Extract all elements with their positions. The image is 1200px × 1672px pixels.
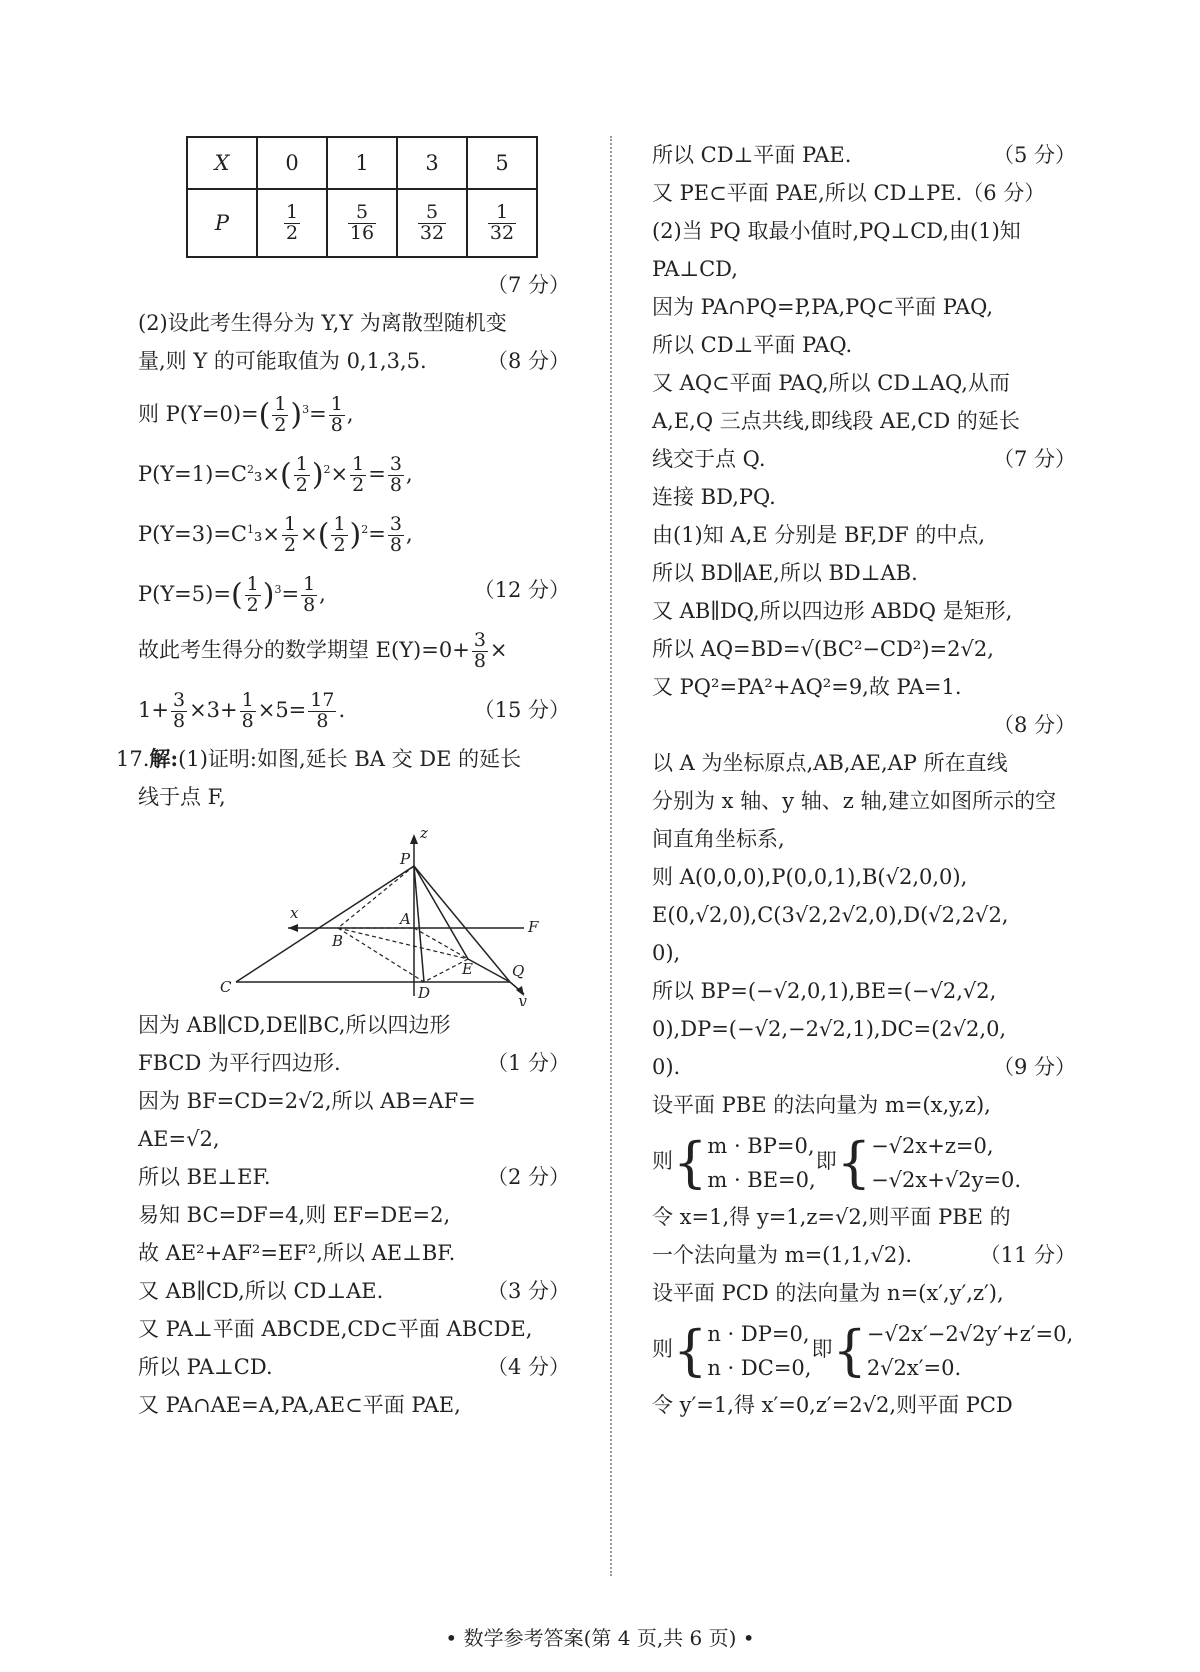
label-x: x [290,904,299,922]
text-line: (2)当 PQ 取最小值时,PQ⊥CD,由(1)知 [652,219,1021,243]
text-line: 所以 CD⊥平面 PAQ. [652,333,853,357]
distribution-table [186,136,538,258]
label-d: D [418,984,431,1002]
text-line: AE=√2, [138,1127,220,1151]
text-line: 所以 BP=(−√2,0,1),BE=(−√2,√2, [652,979,997,1003]
label-c: C [220,978,232,996]
label-z: z [420,824,428,842]
table-cell: 0 [257,137,327,189]
text-line: 又 PE⊂平面 PAE,所以 CD⊥PE.（6 分） [652,181,1046,205]
text-line: 连接 BD,PQ. [652,485,776,509]
label-f: F [528,918,539,936]
text-line: E(0,√2,0),C(3√2,2√2,0),D(√2,2√2, [652,903,1009,927]
left-column [116,136,570,1424]
label-y: y [518,992,527,1006]
table-cell: $\frac{5}{32}$ [397,189,467,257]
text-line: 以 A 为坐标原点,AB,AE,AP 所在直线 [652,751,1008,775]
formula-line: $P(Y=3)=C^1_3\times$ $\frac{1}{2}$ ×( $\frac{1}{2}$ )$^2$= $\frac{3}{8}$ , [138,513,413,556]
equation-system: 则{n · DP=0, n · DC=0,即{−√2x′−2√2y′+z′=0, 2√2x′=0. [652,1318,1074,1382]
text-line: 又 PA⊥平面 ABCDE,CD⊂平面 ABCDE, [138,1317,533,1341]
table-cell: 5 [467,137,537,189]
text-line: 则 A(0,0,0),P(0,0,1),B(√2,0,0), [652,865,968,889]
text-line: 所以 BD∥AE,所以 BD⊥AB. [652,561,918,585]
text-line: 分别为 x 轴、y 轴、z 轴,建立如图所示的空 [652,789,1057,813]
text-line: 线于点 F, [138,785,226,809]
table-cell: 1 [327,137,397,189]
text-line: 因为 PA∩PQ=P,PA,PQ⊂平面 PAQ, [652,295,994,319]
text-line: 又 AQ⊂平面 PAQ,所以 CD⊥AQ,从而 [652,371,1010,395]
question-heading: 17.解:(1)证明:如图,延长 BA 交 DE 的延长 [116,746,522,771]
text-line: （7 分） [486,273,570,297]
formula-line: 故此考生得分的数学期望 E(Y)=0+ $\frac{3}{8}$ × [138,629,508,672]
text-line: 线交于点 Q. （7 分） [652,447,1076,471]
geometry-figure [178,816,578,1006]
text-line: 一个法向量为 m=(1,1,√2). （11 分） [652,1243,1076,1267]
text-line: 令 y′=1,得 x′=0,z′=2√2,则平面 PCD [652,1393,1013,1417]
text-line: 令 x=1,得 y=1,z=√2,则平面 PBE 的 [652,1205,1011,1229]
text-line: 设平面 PCD 的法向量为 n=(x′,y′,z′), [652,1281,1004,1305]
text-line: 因为 BF=CD=2√2,所以 AB=AF= [138,1089,476,1113]
label-b: B [332,932,344,950]
text-line: 设平面 PBE 的法向量为 m=(x,y,z), [652,1093,991,1117]
label-p: P [400,850,411,868]
table-cell: P [187,189,257,257]
formula-line: 1+ $\frac{3}{8}$ ×3+ $\frac{1}{8}$ ×5= $\frac{17}{8}$ . （15 分） [138,689,570,732]
column-divider [610,136,612,1576]
text-line: （8 分） [992,713,1076,737]
formula-line: P(Y=5)=( $\frac{1}{2}$ )$^3$= $\frac{1}{8}$ , （12 分） [138,573,570,616]
text-line: A,E,Q 三点共线,即线段 AE,CD 的延长 [652,409,1020,433]
text-line: 又 AB∥CD,所以 CD⊥AE. （3 分） [138,1279,570,1303]
text-line: 所以 AQ=BD=√(BC²−CD²)=2√2, [652,637,994,661]
formula-line: $P(Y=1)=C^2_3\times$( $\frac{1}{2}$ )$^2$× $\frac{1}{2}$ = $\frac{3}{8}$ , [138,453,413,496]
text-line: 0), [652,941,681,965]
text-line: 所以 CD⊥平面 PAE. （5 分） [652,143,1076,167]
table-cell: X [187,137,257,189]
text-line: FBCD 为平行四边形. （1 分） [138,1051,570,1075]
text-line: 又 PQ²=PA²+AQ²=9,故 PA=1. [652,675,962,699]
text-line: 0). （9 分） [652,1055,1076,1079]
text-line: 量,则 Y 的可能取值为 0,1,3,5. （8 分） [138,349,570,373]
text-line: 易知 BC=DF=4,则 EF=DE=2, [138,1203,451,1227]
text-line: 因为 AB∥CD,DE∥BC,所以四边形 [138,1013,451,1037]
text-line: 所以 BE⊥EF. （2 分） [138,1165,570,1189]
text-line: 又 AB∥DQ,所以四边形 ABDQ 是矩形, [652,599,1013,623]
text-line: PA⊥CD, [652,257,738,281]
table-cell: $\frac{1}{32}$ [467,189,537,257]
pyramid-diagram [178,816,578,1006]
formula-line: 则 P(Y=0)=( $\frac{1}{2}$ )$^3$= $\frac{1}{8}$ , [138,393,354,436]
table-cell: $\frac{5}{16}$ [327,189,397,257]
page-footer: • 数学参考答案(第 4 页,共 6 页) • [445,1626,755,1650]
text-line: 由(1)知 A,E 分别是 BF,DF 的中点, [652,523,986,547]
label-e: E [462,960,473,978]
equation-system: 则{m · BP=0, m · BE=0,即{−√2x+z=0, −√2x+√2y=0. [652,1130,1022,1194]
label-q: Q [512,962,525,980]
text-line: 间直角坐标系, [652,827,785,851]
text-line: 0),DP=(−√2,−2√2,1),DC=(2√2,0, [652,1017,1007,1041]
label-a: A [400,910,411,928]
table-cell: 3 [397,137,467,189]
text-line: (2)设此考生得分为 Y,Y 为离散型随机变 [138,311,507,335]
text-line: 又 PA∩AE=A,PA,AE⊂平面 PAE, [138,1393,461,1417]
text-line: 故 AE²+AF²=EF²,所以 AE⊥BF. [138,1241,456,1265]
text-line: 所以 PA⊥CD. （4 分） [138,1355,570,1379]
right-column [652,136,1076,1424]
table-cell: $\frac{1}{2}$ [257,189,327,257]
